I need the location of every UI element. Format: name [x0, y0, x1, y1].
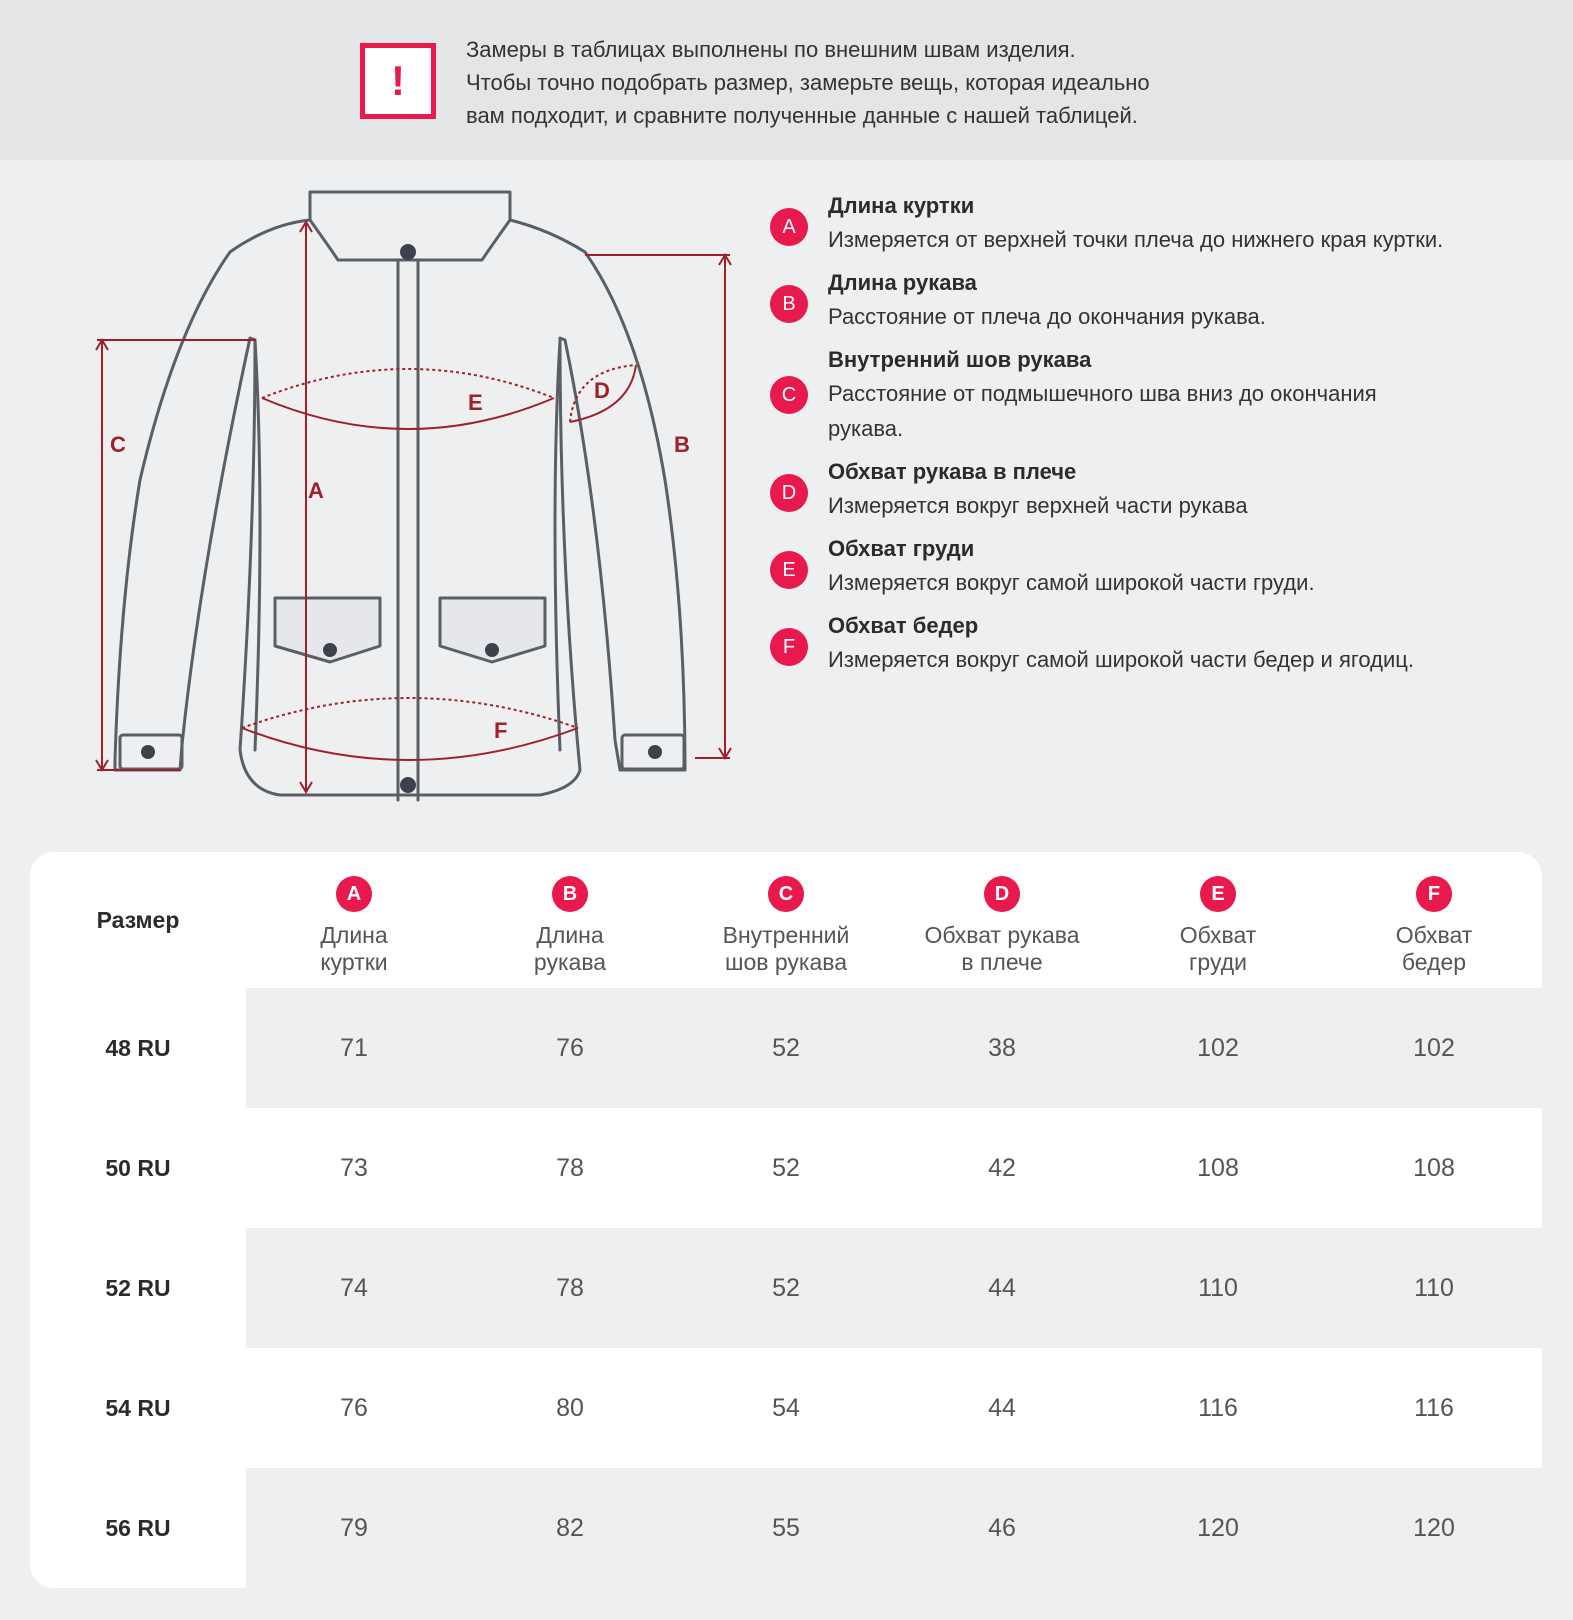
table-row [30, 1228, 1542, 1348]
table-cell: 102 [1413, 1033, 1455, 1062]
label-c: C [110, 432, 126, 457]
legend-desc: Измеряется вокруг верхней части рукава [828, 493, 1248, 518]
badge-d-icon: D [984, 876, 1020, 912]
row-size: 48 RU [30, 988, 246, 1108]
column-label: рукава [533, 949, 607, 975]
table-header [30, 852, 1542, 988]
table-cell: 120 [1197, 1513, 1239, 1542]
row-size: 54 RU [30, 1348, 246, 1468]
badge-a-icon: A [336, 876, 372, 912]
legend-item-d [770, 456, 1530, 518]
legend-desc: Расстояние от подмышечного шва вниз до окончания [828, 381, 1377, 406]
label-f: F [494, 718, 508, 743]
column-label: куртки [320, 949, 388, 975]
table-cell: 79 [340, 1513, 368, 1542]
badge-e-icon: E [1200, 876, 1236, 912]
column-label: в плече [961, 949, 1043, 975]
table-cell: 71 [340, 1033, 368, 1062]
legend-desc: Измеряется вокруг самой широкой части бедер и ягодиц. [828, 647, 1415, 672]
table-cell: 74 [340, 1273, 368, 1302]
badge-d-icon: D [770, 474, 808, 512]
table-row [30, 988, 1542, 1108]
badge-f-icon: F [1416, 876, 1452, 912]
table-cell: 46 [988, 1513, 1016, 1542]
column-header-e [1110, 876, 1326, 976]
row-size: 52 RU [30, 1228, 246, 1348]
column-label: Обхват [1395, 922, 1473, 948]
column-label: груди [1189, 949, 1247, 975]
column-label: шов рукава [725, 949, 847, 975]
table-row [30, 1468, 1542, 1588]
table-cell: 38 [988, 1033, 1016, 1062]
table-row [30, 1348, 1542, 1468]
label-b: B [674, 432, 690, 457]
table-cell: 120 [1413, 1513, 1455, 1542]
table-cell: 76 [556, 1033, 584, 1062]
legend-title: Длина рукава [828, 270, 977, 295]
table-cell: 82 [556, 1513, 584, 1542]
table-cell: 52 [772, 1033, 800, 1062]
warning-icon: ! [360, 43, 436, 119]
label-a: A [308, 478, 324, 503]
column-label: Внутренний [722, 922, 850, 948]
notice-line: вам подходит, и сравните полученные данные с нашей таблицей. [466, 103, 1138, 128]
legend-item-a [770, 190, 1530, 252]
table-cell: 78 [556, 1153, 584, 1182]
label-d: D [594, 378, 610, 403]
table-cell: 116 [1414, 1393, 1454, 1422]
legend-item-b [770, 267, 1530, 329]
column-header-f [1326, 876, 1542, 976]
measurement-legend [770, 190, 1530, 687]
legend-title: Внутренний шов рукава [828, 347, 1092, 372]
column-label: Обхват [1179, 922, 1257, 948]
table-cell: 76 [340, 1393, 368, 1422]
size-table [30, 852, 1542, 1588]
legend-title: Обхват бедер [828, 613, 979, 638]
table-cell: 44 [988, 1393, 1016, 1422]
table-cell: 108 [1197, 1153, 1239, 1182]
legend-item-e [770, 533, 1530, 595]
table-cell: 52 [772, 1153, 800, 1182]
notice-line: Чтобы точно подобрать размер, замерьте вещь, которая идеально [466, 70, 1150, 95]
table-cell: 80 [556, 1393, 584, 1422]
notice-text [466, 33, 1266, 132]
jacket-diagram [80, 180, 760, 830]
label-e: E [468, 390, 483, 415]
badge-f-icon: F [770, 628, 808, 666]
column-header-d [894, 876, 1110, 976]
badge-b-icon: B [770, 285, 808, 323]
notice-bar [0, 0, 1573, 160]
table-cell: 42 [988, 1153, 1016, 1182]
badge-a-icon: A [770, 208, 808, 246]
table-cell: 110 [1198, 1273, 1238, 1302]
row-size: 50 RU [30, 1108, 246, 1228]
column-label: Длина [320, 922, 388, 948]
legend-desc: Измеряется вокруг самой широкой части груди. [828, 570, 1315, 595]
legend-item-f [770, 610, 1530, 672]
legend-title: Обхват груди [828, 536, 975, 561]
table-cell: 102 [1197, 1033, 1239, 1062]
column-header-c [678, 876, 894, 976]
notice-line: Замеры в таблицах выполнены по внешним швам изделия. [466, 37, 1076, 62]
row-size: 56 RU [30, 1468, 246, 1588]
table-cell: 78 [556, 1273, 584, 1302]
table-cell: 44 [988, 1273, 1016, 1302]
badge-e-icon: E [770, 551, 808, 589]
table-cell: 54 [772, 1393, 800, 1422]
table-cell: 110 [1414, 1273, 1454, 1302]
legend-desc: Расстояние от плеча до окончания рукава. [828, 304, 1266, 329]
legend-title: Обхват рукава в плече [828, 459, 1077, 484]
badge-b-icon: B [552, 876, 588, 912]
legend-desc: Измеряется от верхней точки плеча до нижнего края куртки. [828, 227, 1444, 252]
table-cell: 55 [772, 1513, 800, 1542]
column-label: Обхват рукава [924, 922, 1080, 948]
badge-c-icon: C [768, 876, 804, 912]
table-row [30, 1108, 1542, 1228]
column-label: Длина [536, 922, 604, 948]
column-label: бедер [1401, 949, 1467, 975]
legend-item-c [770, 344, 1530, 441]
table-cell: 52 [772, 1273, 800, 1302]
table-cell: 108 [1413, 1153, 1455, 1182]
column-header-b [462, 876, 678, 976]
legend-desc: рукава. [828, 416, 904, 441]
table-cell: 73 [340, 1153, 368, 1182]
badge-c-icon: C [770, 376, 808, 414]
legend-title: Длина куртки [828, 193, 975, 218]
table-cell: 116 [1198, 1393, 1238, 1422]
column-header-a [246, 876, 462, 976]
size-column-header: Размер [96, 906, 180, 933]
